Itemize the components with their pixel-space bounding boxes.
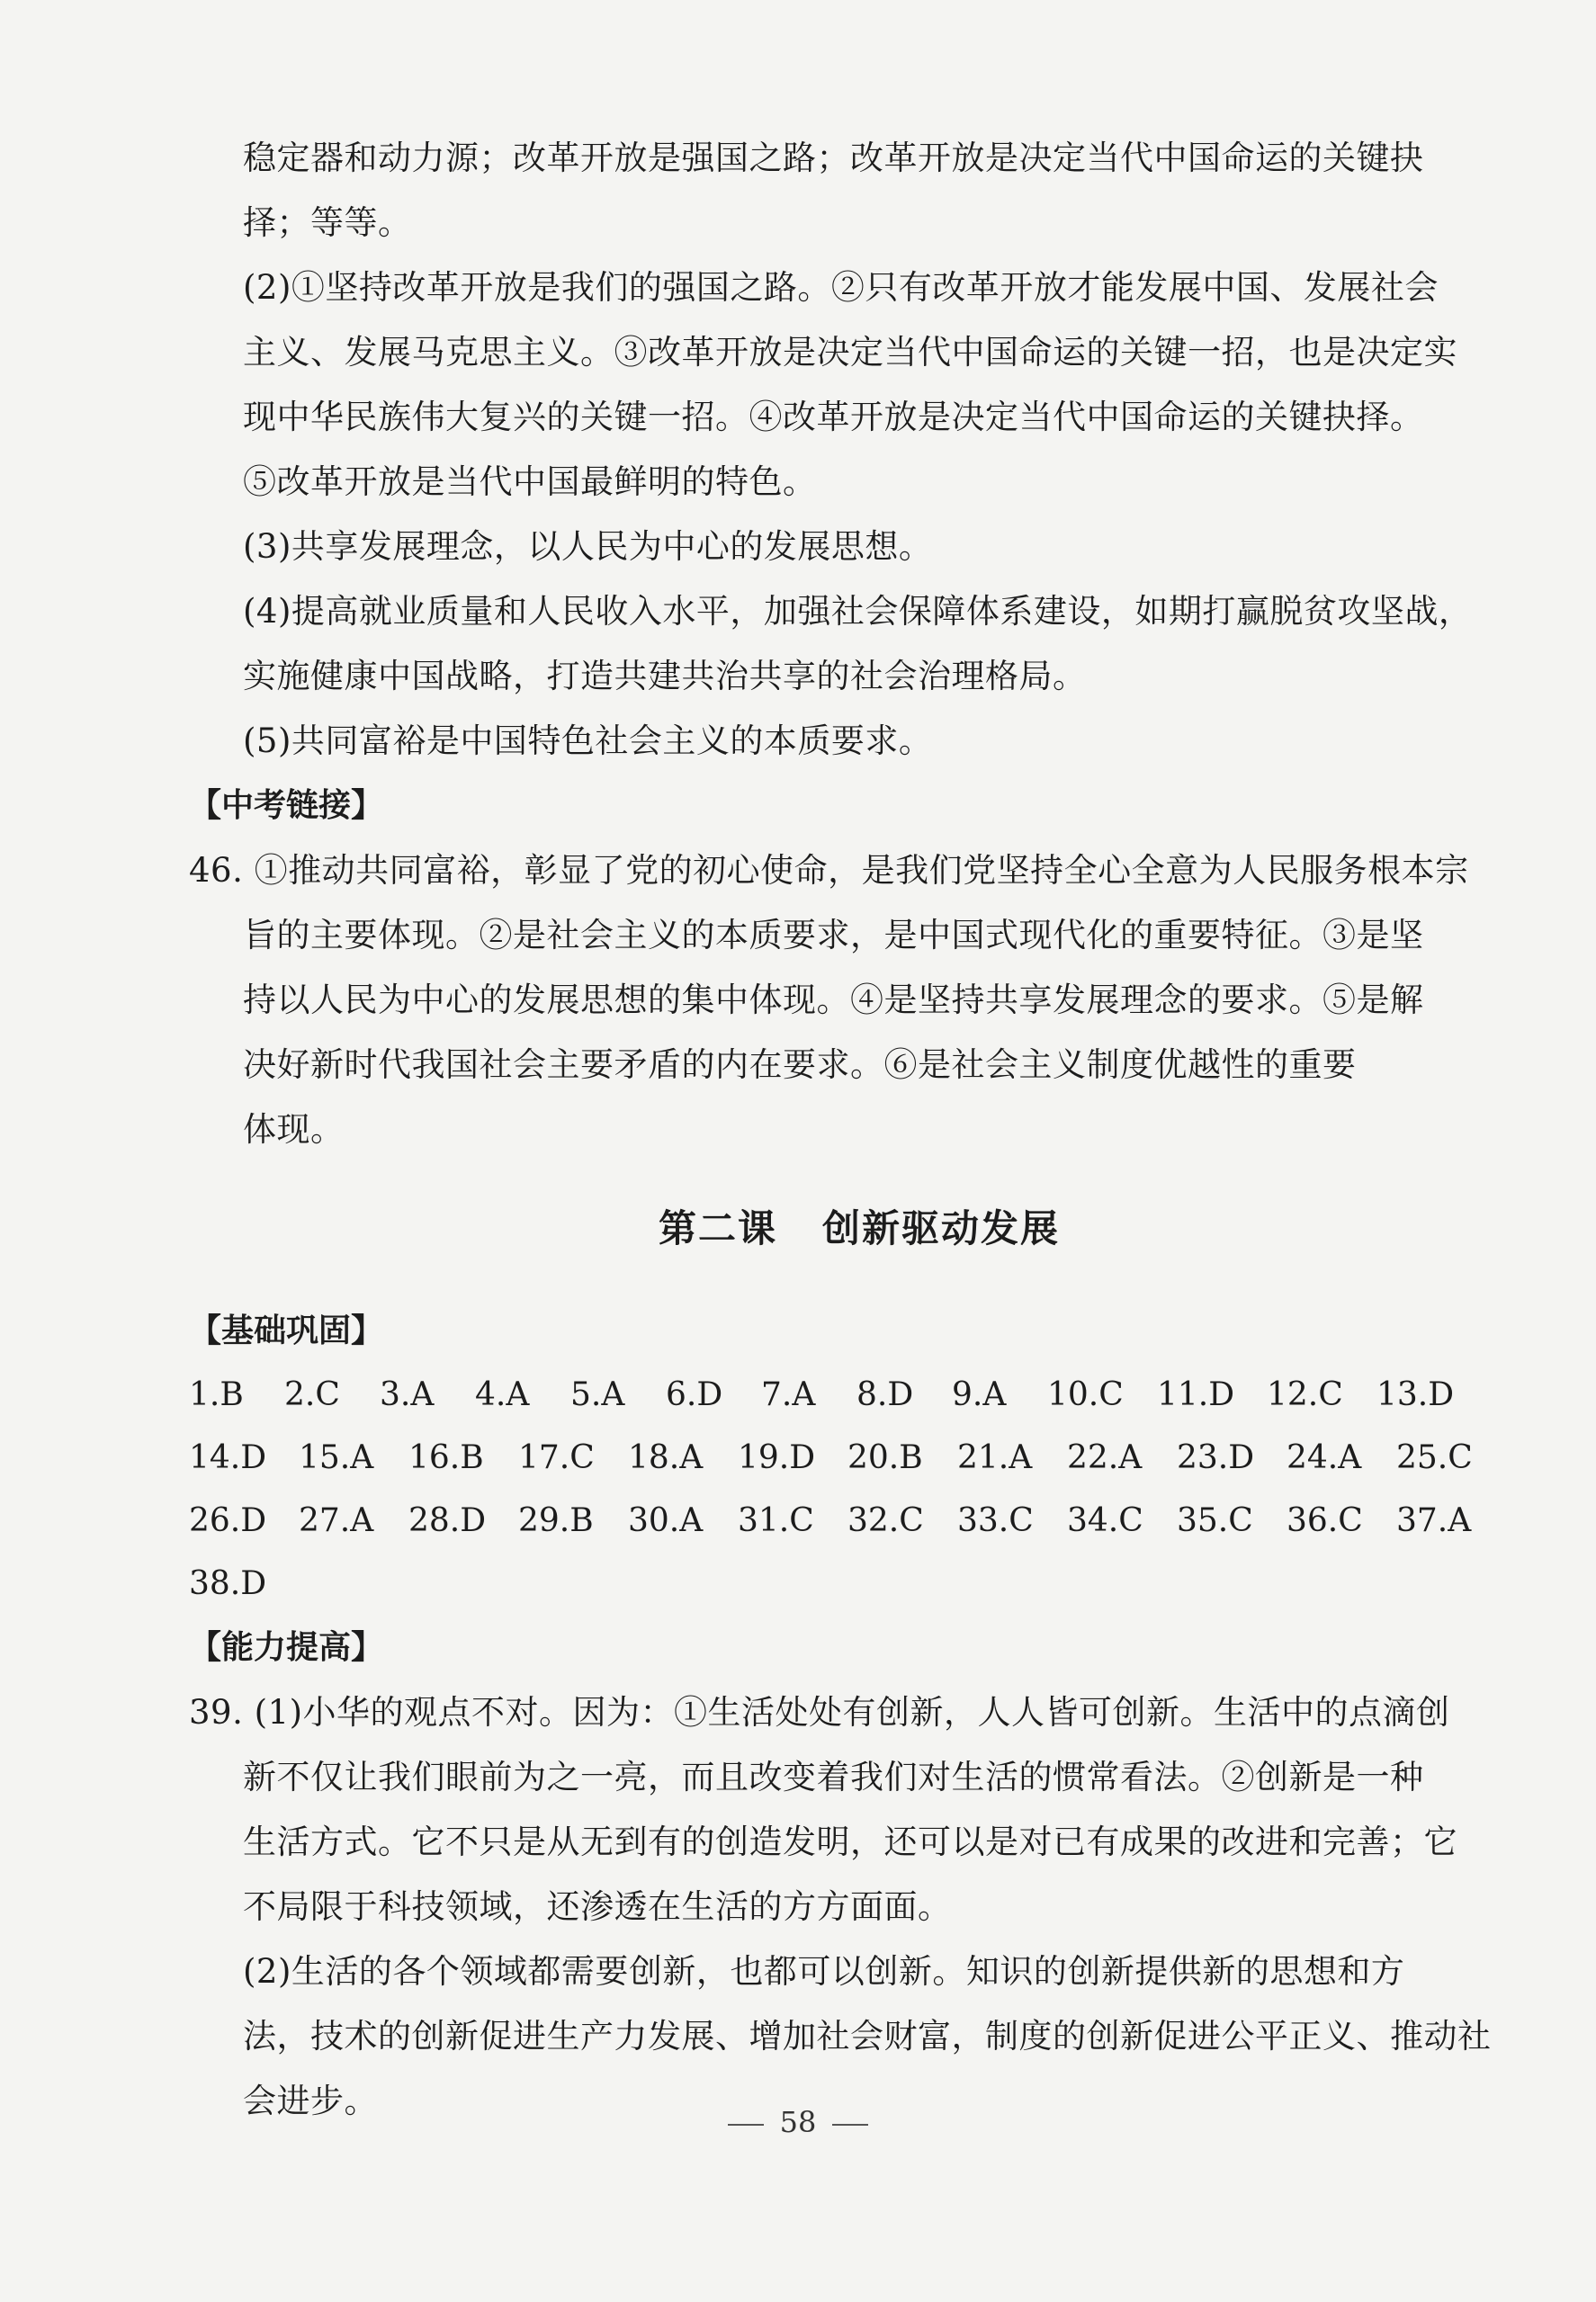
text-line: 会进步。 <box>243 2082 378 2120</box>
answer-item: 3.A <box>380 1376 435 1413</box>
text-line: (2)生活的各个领域都需要创新，也都可以创新。知识的创新提供新的思想和方 <box>243 1952 1405 1991</box>
answer-item: 14.D <box>189 1439 267 1476</box>
page-content <box>189 126 1492 2134</box>
dash-divider <box>832 2124 868 2126</box>
answer-item: 17.C <box>518 1439 595 1476</box>
answer-item: 35.C <box>1177 1502 1253 1539</box>
answer-item: 24.A <box>1287 1439 1362 1476</box>
text-line: 择；等等。 <box>243 203 412 242</box>
text-line: (4)提高就业质量和人民收入水平，加强社会保障体系建设，如期打赢脱贫攻坚战， <box>243 592 1473 631</box>
text-line: 决好新时代我国社会主要矛盾的内在要求。⑥是社会主义制度优越性的重要 <box>243 1045 1357 1084</box>
lesson-title-text: 创新驱动发展 <box>822 1206 1061 1250</box>
answer-item: 27.A <box>299 1502 374 1539</box>
answer-item: 12.C <box>1267 1376 1343 1413</box>
answer-row <box>189 1553 1457 1616</box>
answer-item: 9.A <box>952 1376 1007 1413</box>
text-line: 持以人民为中心的发展思想的集中体现。④是坚持共享发展理念的要求。⑤是解 <box>243 981 1424 1019</box>
section-heading-nengli: 【能力提高】 <box>189 1629 384 1666</box>
answer-item: 33.C <box>957 1502 1034 1539</box>
section-heading-jichu: 【基础巩固】 <box>189 1312 384 1349</box>
answer-item: 34.C <box>1067 1502 1143 1539</box>
answer-item: 30.A <box>628 1502 704 1539</box>
answer-item: 10.C <box>1047 1376 1124 1413</box>
text-line: 不局限于科技领域，还渗透在生活的方方面面。 <box>243 1887 952 1926</box>
answer-item: 25.C <box>1396 1439 1473 1476</box>
answer-item: 18.A <box>628 1439 704 1476</box>
answer-row <box>189 1490 1472 1553</box>
answer-item: 19.D <box>738 1439 816 1476</box>
answer-item: 36.C <box>1287 1502 1363 1539</box>
text-line: 稳定器和动力源；改革开放是强国之路；改革开放是决定当代中国命运的关键抉 <box>243 139 1424 177</box>
answer-item: 20.B <box>847 1439 923 1476</box>
page-number-text: 58 <box>779 2105 817 2139</box>
text-line: ⑤改革开放是当代中国最鲜明的特色。 <box>243 462 817 501</box>
lesson-title-number: 第二课 <box>658 1206 777 1250</box>
answer-item: 28.D <box>408 1502 487 1539</box>
answer-item: 21.A <box>957 1439 1033 1476</box>
section-heading-zhongkao: 【中考链接】 <box>189 787 384 824</box>
answer-item: 22.A <box>1067 1439 1143 1476</box>
answer-item: 32.C <box>847 1502 924 1539</box>
text-line: 现中华民族伟大复兴的关键一招。④改革开放是决定当代中国命运的关键抉择。 <box>243 398 1424 436</box>
answer-item: 5.A <box>570 1376 625 1413</box>
text-line: 39. (1)小华的观点不对。因为：①生活处处有创新，人人皆可创新。生活中的点滴创 <box>189 1693 1450 1732</box>
text-line: 新不仅让我们眼前为之一亮，而且改变着我们对生活的惯常看法。②创新是一种 <box>243 1758 1424 1796</box>
text-line: 46. ①推动共同富裕，彰显了党的初心使命，是我们党坚持全心全意为人民服务根本宗 <box>189 851 1469 890</box>
page-number <box>0 2105 1596 2139</box>
text-line: 实施健康中国战略，打造共建共治共享的社会治理格局。 <box>243 657 1087 695</box>
answer-item: 8.D <box>856 1376 914 1413</box>
answer-row <box>189 1427 1473 1490</box>
answer-item: 29.B <box>518 1502 594 1539</box>
text-line: (2)①坚持改革开放是我们的强国之路。②只有改革开放才能发展中国、发展社会 <box>243 268 1439 307</box>
answer-item: 15.A <box>299 1439 374 1476</box>
answer-row <box>189 1364 1457 1427</box>
answer-item: 11.D <box>1157 1376 1235 1413</box>
answer-item: 26.D <box>189 1502 267 1539</box>
text-line: 旨的主要体现。②是社会主义的本质要求，是中国式现代化的重要特征。③是坚 <box>243 916 1424 954</box>
answer-item: 2.C <box>284 1376 340 1413</box>
dash-divider <box>728 2124 764 2126</box>
answer-item: 13.D <box>1376 1376 1455 1413</box>
answer-item: 23.D <box>1177 1439 1255 1476</box>
text-line: 主义、发展马克思主义。③改革开放是决定当代中国命运的关键一招，也是决定实 <box>243 333 1457 372</box>
answer-item: 16.B <box>408 1439 484 1476</box>
answer-item: 7.A <box>761 1376 816 1413</box>
answer-item: 1.B <box>189 1376 244 1413</box>
lesson-title <box>189 1193 1457 1265</box>
text-line: 体现。 <box>243 1110 345 1149</box>
text-line: (5)共同富裕是中国特色社会主义的本质要求。 <box>243 721 933 760</box>
answer-item: 37.A <box>1396 1502 1472 1539</box>
answer-item: 6.D <box>666 1376 723 1413</box>
text-line: 生活方式。它不只是从无到有的创造发明，还可以是对已有成果的改进和完善；它 <box>243 1823 1457 1861</box>
text-line: 法，技术的创新促进生产力发展、增加社会财富，制度的创新促进公平正义、推动社 <box>243 2017 1492 2056</box>
answer-item: 38.D <box>189 1565 267 1602</box>
text-line: (3)共享发展理念，以人民为中心的发展思想。 <box>243 527 933 566</box>
answer-item: 4.A <box>475 1376 530 1413</box>
answer-item: 31.C <box>738 1502 814 1539</box>
